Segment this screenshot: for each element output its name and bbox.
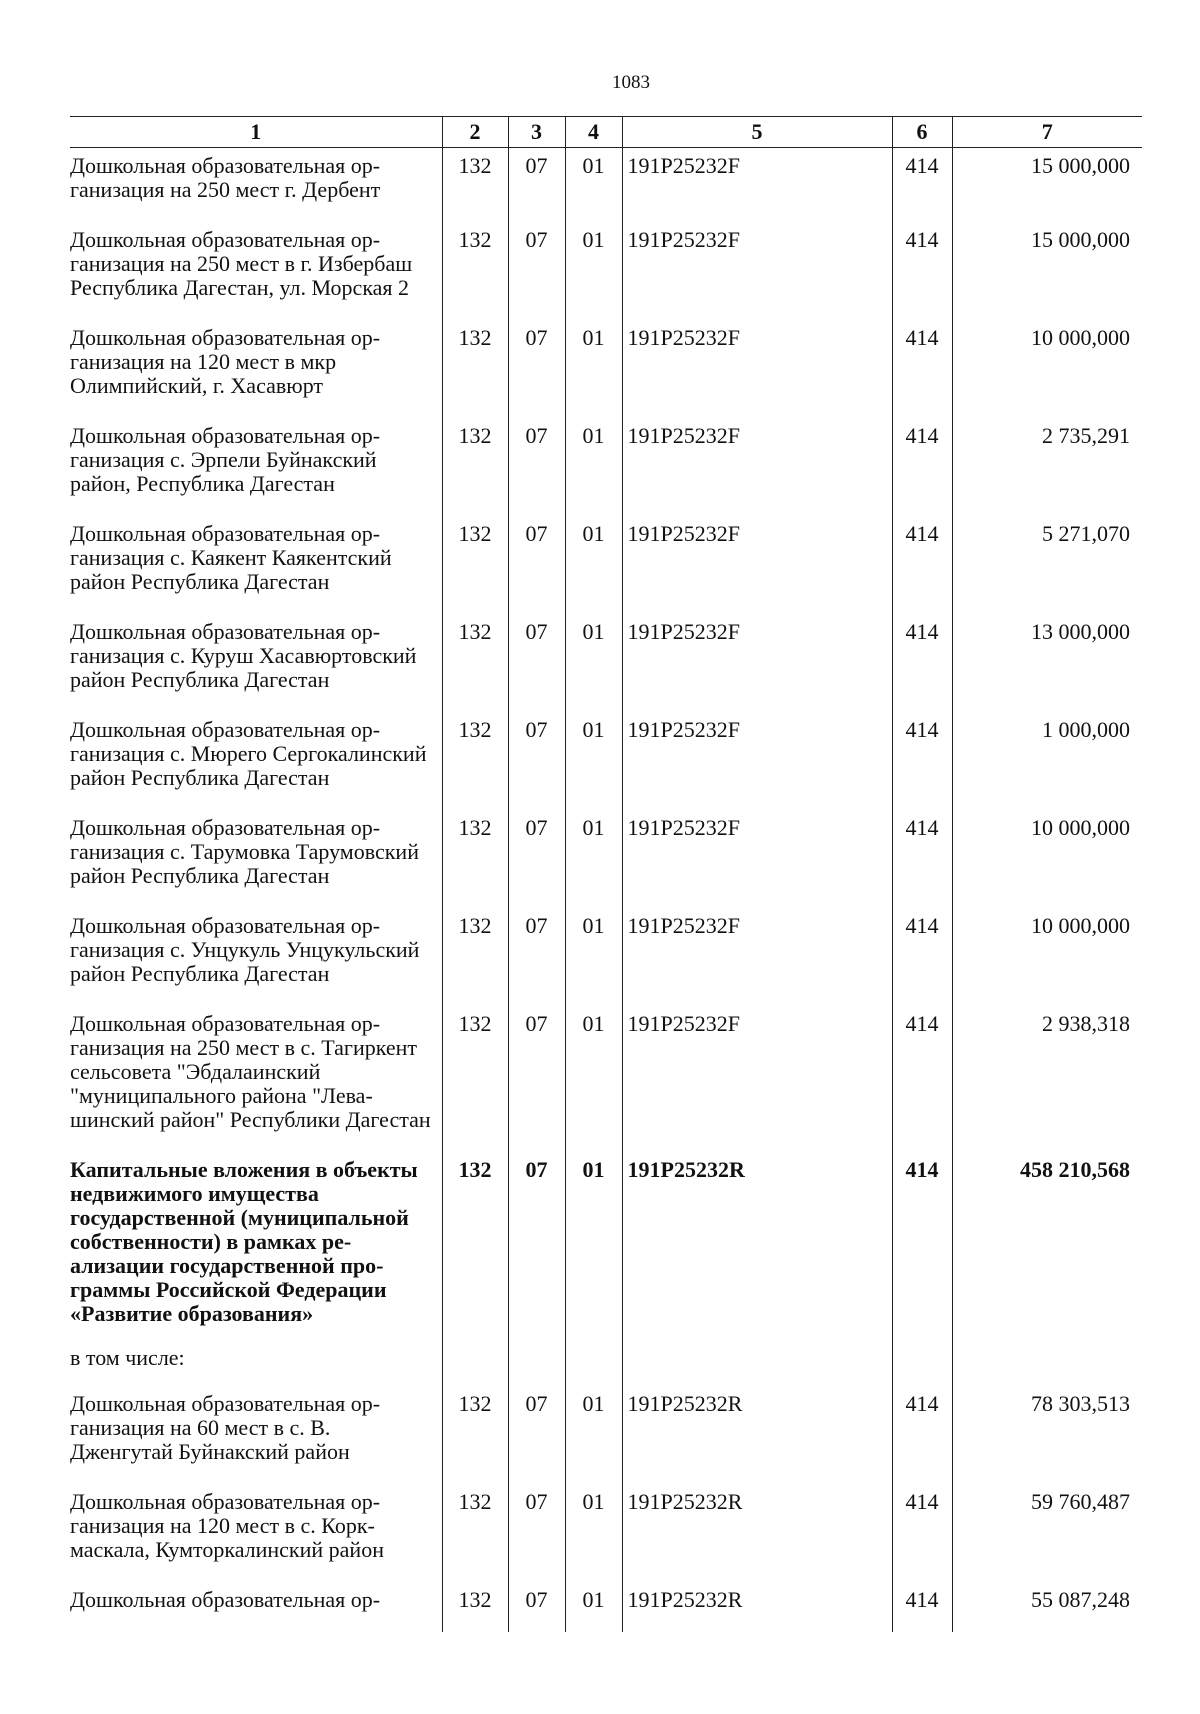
cell-amount [952, 1346, 1142, 1386]
page-number: 1083 [612, 72, 650, 93]
table-row [70, 1006, 1142, 1152]
cell-amount: 2 938,318 [952, 1006, 1142, 1152]
cell-ministry-code: 132 [442, 222, 508, 320]
cell-subsection-code: 01 [565, 516, 622, 614]
cell-target-article: 191P25232R [622, 1386, 892, 1484]
cell-ministry-code: 132 [442, 148, 508, 223]
cell-ministry-code: 132 [442, 908, 508, 1006]
cell-expense-type: 414 [892, 712, 952, 810]
cell-subsection-code: 01 [565, 148, 622, 223]
cell-ministry-code: 132 [442, 1006, 508, 1152]
cell-subsection-code: 01 [565, 320, 622, 418]
cell-expense-type: 414 [892, 222, 952, 320]
cell-amount: 15 000,000 [952, 222, 1142, 320]
row-name: Дошкольная образовательная организация с. Унцукуль Унцукульский район Республика Дагестан [70, 913, 420, 986]
cell-section-code: 07 [508, 148, 565, 223]
cell-section-code: 07 [508, 908, 565, 1006]
cell-amount: 59 760,487 [952, 1484, 1142, 1582]
column-header: 6 [892, 117, 952, 148]
table-row [70, 222, 1142, 320]
cell-expense-type: 414 [892, 1484, 952, 1582]
cell-amount: 55 087,248 [952, 1582, 1142, 1632]
cell-target-article: 191P25232F [622, 810, 892, 908]
cell-ministry-code: 132 [442, 1386, 508, 1484]
cell-section-code: 07 [508, 1152, 565, 1346]
cell-target-article: 191P25232F [622, 418, 892, 516]
cell-target-article: 191P25232F [622, 712, 892, 810]
row-name: Дошкольная образовательная организация с. Каякент Каякентский район Республика Дагестан [70, 521, 392, 594]
cell-subsection-code: 01 [565, 1582, 622, 1632]
cell-amount: 10 000,000 [952, 810, 1142, 908]
cell-subsection-code: 01 [565, 1386, 622, 1484]
cell-ministry-code: 132 [442, 1484, 508, 1582]
column-header: 2 [442, 117, 508, 148]
row-name: Дошкольная образовательная организация с. Эрпели Буйнакский район, Республика Дагестан [70, 423, 381, 496]
row-name: Дошкольная образовательная организация на 120 мест в с. Коркмаскала, Кумторкалинский район [70, 1489, 384, 1562]
cell-section-code: 07 [508, 1582, 565, 1632]
cell-subsection-code: 01 [565, 1152, 622, 1346]
cell-ministry-code: 132 [442, 516, 508, 614]
column-header: 7 [952, 117, 1142, 148]
table-row [70, 1582, 1142, 1632]
cell-expense-type: 414 [892, 418, 952, 516]
table-row [70, 908, 1142, 1006]
cell-section-code: 07 [508, 516, 565, 614]
cell-section-code: 07 [508, 222, 565, 320]
column-header: 1 [70, 117, 442, 148]
cell-amount: 458 210,568 [952, 1152, 1142, 1346]
table-row [70, 320, 1142, 418]
cell-subsection-code: 01 [565, 222, 622, 320]
table-row [70, 712, 1142, 810]
row-name: Дошкольная образовательная организация на 120 мест в мкр Олимпийский, г. Хасавюрт [70, 325, 381, 398]
cell-target-article: 191P25232F [622, 516, 892, 614]
cell-ministry-code [442, 1346, 508, 1386]
cell-amount: 78 303,513 [952, 1386, 1142, 1484]
cell-section-code: 07 [508, 1484, 565, 1582]
cell-subsection-code: 01 [565, 1484, 622, 1582]
cell-ministry-code: 132 [442, 320, 508, 418]
cell-section-code: 07 [508, 614, 565, 712]
cell-target-article: 191P25232R [622, 1152, 892, 1346]
cell-expense-type: 414 [892, 1582, 952, 1632]
cell-target-article: 191P25232F [622, 614, 892, 712]
cell-subsection-code: 01 [565, 1006, 622, 1152]
cell-expense-type: 414 [892, 1386, 952, 1484]
table-row [70, 1346, 1142, 1386]
cell-target-article: 191P25232F [622, 320, 892, 418]
row-name: Дошкольная образовательная ор- [70, 1587, 381, 1612]
row-name: Дошкольная образовательная организация на 250 мест в г. Избербаш Республика Дагестан, ул. Морская 2 [70, 227, 413, 300]
cell-expense-type: 414 [892, 614, 952, 712]
cell-amount: 2 735,291 [952, 418, 1142, 516]
cell-expense-type: 414 [892, 1006, 952, 1152]
cell-target-article: 191P25232F [622, 908, 892, 1006]
cell-subsection-code: 01 [565, 418, 622, 516]
cell-amount: 10 000,000 [952, 320, 1142, 418]
cell-section-code: 07 [508, 810, 565, 908]
cell-expense-type: 414 [892, 148, 952, 223]
cell-section-code: 07 [508, 1386, 565, 1484]
column-header: 4 [565, 117, 622, 148]
cell-target-article: 191P25232F [622, 148, 892, 223]
table-header-row [70, 117, 1142, 148]
cell-amount: 10 000,000 [952, 908, 1142, 1006]
cell-expense-type: 414 [892, 908, 952, 1006]
cell-ministry-code: 132 [442, 810, 508, 908]
cell-ministry-code: 132 [442, 1152, 508, 1346]
cell-subsection-code: 01 [565, 908, 622, 1006]
table-row [70, 148, 1142, 223]
cell-ministry-code: 132 [442, 418, 508, 516]
cell-expense-type: 414 [892, 320, 952, 418]
cell-section-code: 07 [508, 1006, 565, 1152]
table-row [70, 1484, 1142, 1582]
cell-ministry-code: 132 [442, 712, 508, 810]
table-row [70, 516, 1142, 614]
cell-amount: 1 000,000 [952, 712, 1142, 810]
cell-target-article [622, 1346, 892, 1386]
row-name: Дошкольная образовательная организация с. Мюрего Сергокалинский район Республика Дагестан [70, 717, 427, 790]
cell-subsection-code: 01 [565, 712, 622, 810]
row-name: Дошкольная образовательная организация на 250 мест в с. Тагиркент сельсовета "Эбдалаинский "муниципального района "Левашинский район" Республики Дагестан [70, 1011, 431, 1132]
row-name: Дошкольная образовательная организация с. Тарумовка Тарумовский район Республика Дагестан [70, 815, 419, 888]
cell-expense-type [892, 1346, 952, 1386]
table-row [70, 1386, 1142, 1484]
table-body [70, 148, 1142, 1633]
cell-target-article: 191P25232F [622, 1006, 892, 1152]
cell-section-code: 07 [508, 320, 565, 418]
cell-subsection-code [565, 1346, 622, 1386]
cell-section-code: 07 [508, 712, 565, 810]
cell-expense-type: 414 [892, 516, 952, 614]
cell-section-code: 07 [508, 418, 565, 516]
column-header: 3 [508, 117, 565, 148]
cell-ministry-code: 132 [442, 614, 508, 712]
table-row [70, 614, 1142, 712]
cell-section-code [508, 1346, 565, 1386]
column-header: 5 [622, 117, 892, 148]
budget-table [70, 116, 1142, 1632]
cell-amount: 15 000,000 [952, 148, 1142, 223]
cell-subsection-code: 01 [565, 810, 622, 908]
cell-target-article: 191P25232R [622, 1582, 892, 1632]
cell-expense-type: 414 [892, 810, 952, 908]
cell-expense-type: 414 [892, 1152, 952, 1346]
cell-ministry-code: 132 [442, 1582, 508, 1632]
table-row [70, 810, 1142, 908]
row-name: в том числе: [70, 1345, 185, 1370]
row-name: Дошкольная образовательная организация на 60 мест в с. В. Дженгутай Буйнакский район [70, 1391, 381, 1464]
cell-amount: 13 000,000 [952, 614, 1142, 712]
cell-target-article: 191P25232F [622, 222, 892, 320]
cell-amount: 5 271,070 [952, 516, 1142, 614]
row-name: Дошкольная образовательная организация с. Куруш Хасавюртовский район Республика Дагестан [70, 619, 417, 692]
cell-target-article: 191P25232R [622, 1484, 892, 1582]
table-row [70, 418, 1142, 516]
table-row [70, 1152, 1142, 1346]
row-name: Дошкольная образовательная организация на 250 мест г. Дербент [70, 153, 381, 202]
cell-subsection-code: 01 [565, 614, 622, 712]
row-name: Капитальные вложения в объекты недвижимого имущества государственной (муниципальной собственности) в рамках реализации государственной программы Российской Федерации «Развитие образования» [70, 1157, 418, 1326]
